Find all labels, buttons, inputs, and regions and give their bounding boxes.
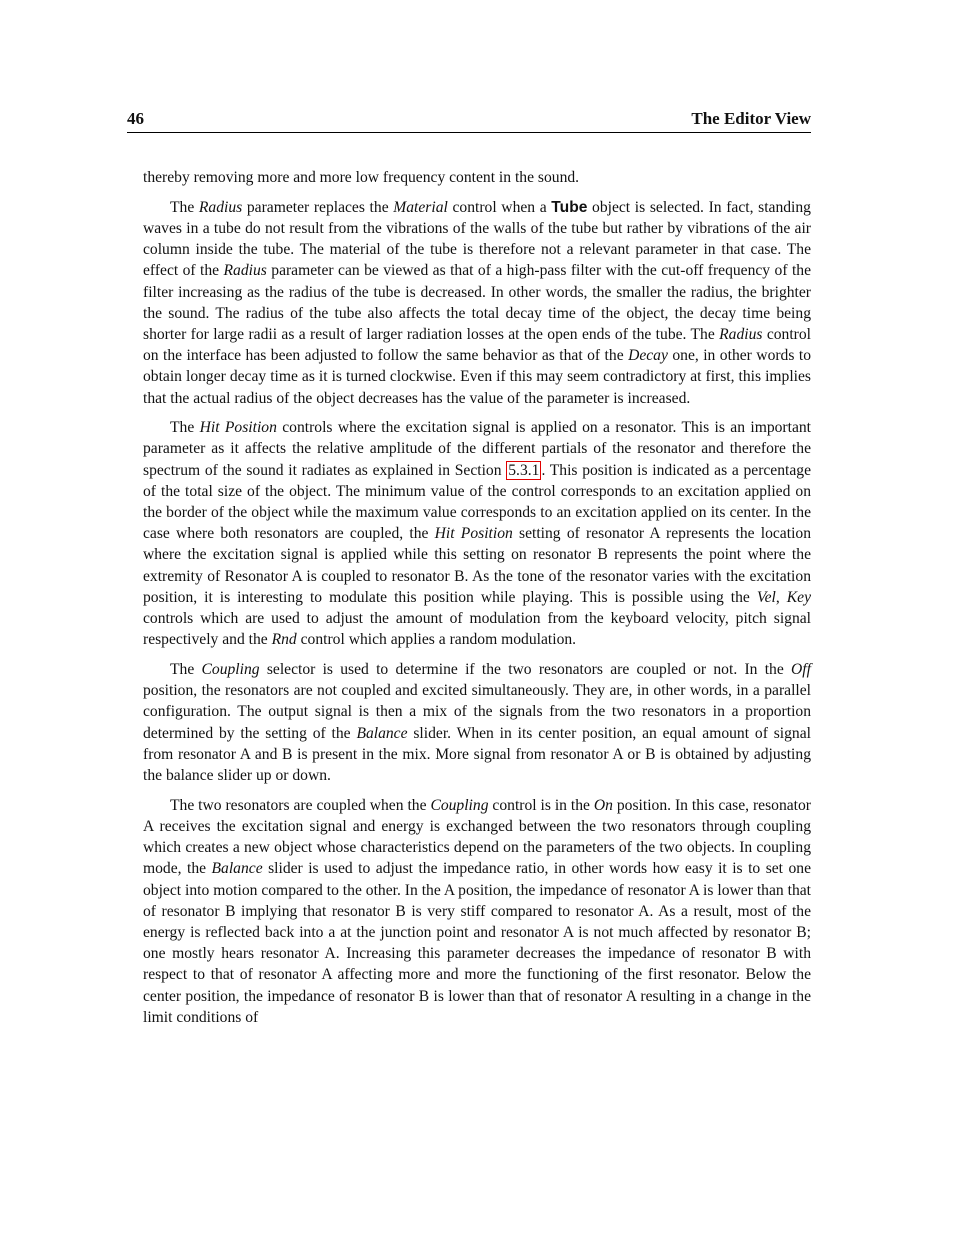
text-run: one, in other words to obtain longer decay time as it is turned clockwise. Even if this may seem contradictory at first, this implies that the actual radius of the object decreases has the value of the parameter is increased. <box>143 347 812 407</box>
text-run: slider. When in its center position, an equal amount of signal from resonator A and B is present in the mix. More signal from resonator A or B is obtained by adjusting the balance slider up or down. <box>143 724 811 784</box>
section-reference-link[interactable]: 5.3.1 <box>508 461 540 479</box>
emphasis: Coupling <box>430 796 489 814</box>
page-number: 46 <box>127 109 144 128</box>
emphasis: Rnd <box>271 631 297 649</box>
text-run: The two resonators are coupled when the <box>170 796 431 814</box>
paragraph-coupling-on <box>143 795 811 1028</box>
text-run: parameter can be viewed as that of a high-pass filter with the cut-off frequency of the filter increasing as the radius of the tube is decreased. In other words, the smaller the radius, the brighter the sound. The radius of the tube also affects the total decay time of the object, the decay time being shorter for large radii as a result of larger radiation losses at the open ends of the tube. The <box>143 262 811 343</box>
paragraph-text: thereby removing more and more low frequency content in the sound. <box>143 169 580 186</box>
text-run: control on the interface has been adjusted to follow the same behavior as that of the <box>143 325 811 365</box>
text-run: control which applies a random modulation. <box>296 631 577 649</box>
text-run: The <box>170 198 199 216</box>
emphasis: Decay <box>628 347 668 365</box>
text-run: selector is used to determine if the two resonators are coupled or not. In the <box>259 660 792 678</box>
emphasis: Radius <box>198 198 243 216</box>
section-title: The Editor View <box>691 109 811 128</box>
text-run: controls which are used to adjust the amount of modulation from the keyboard velocity, pitch signal respectively and the <box>143 610 811 649</box>
text-run: , <box>775 588 787 606</box>
paragraph-radius <box>143 197 811 409</box>
emphasis: Key <box>786 588 812 606</box>
emphasis: Balance <box>211 860 263 878</box>
text-run: setting of resonator A represents the location where the excitation signal is applied while this setting on resonator B represents the point where the extremity of Resonator A is coupled to resonator B. As the tone of the resonator varies with the excitation position, it is interesting to modulate this position while playing. This is possible using the <box>143 525 811 606</box>
body-text <box>143 167 811 1036</box>
text-run: control when a <box>447 198 552 216</box>
emphasis: Balance <box>356 724 408 742</box>
paragraph-continuation <box>143 167 811 188</box>
text-run: control is in the <box>488 796 594 814</box>
text-run: controls where the excitation signal is applied on a resonator. This is an important parameter as it affects the relative amplitude of the different partials of the resonator and therefore the spectrum of the sound it radiates as explained in Section <box>143 419 811 479</box>
emphasis: Radius <box>223 262 267 280</box>
text-run: slider is used to adjust the impedance ratio, in other words how easy it is to set one object into motion compared to the other. In the A position, the impedance of resonator A is lower than that of resonator B implying that resonator B is very stiff compared to resonator A. As a result, most of the energy is reflected back into a at the junction point and resonator A is not much affected by resonator B; one mostly hears resonator A. Increasing this parameter decreases the impedance of resonator B with respect to that of resonator A affecting more and more the functioning of the first resonator. Below the center position, the impedance of resonator B is lower than that of resonator A resulting in a change in the limit conditions of <box>143 860 811 1026</box>
emphasis: Off <box>791 660 811 678</box>
page-header <box>127 108 811 133</box>
text-run: The <box>170 660 202 678</box>
text-run: position. In this case, resonator A receives the excitation signal and energy is exchanged between the two resonators through coupling which creates a new object whose characteristics depend on the parameters of the two objects. In coupling mode, the <box>143 796 812 878</box>
text-run: position, the resonators are not coupled and excited simultaneously. They are, in other words, in a parallel configuration. The output signal is then a mix of the signals from the two resonators in a proportion determined by the setting of the <box>143 682 811 742</box>
text-run: object is selected. In fact, standing waves in a tube do not result from the vibrations of the walls of the tube but rather by vibrations of the air column inside the tube. The material of the tube is therefore not a relevant parameter in that case. The effect of the <box>143 198 811 280</box>
emphasis: Hit Position <box>199 419 277 437</box>
emphasis: Hit Position <box>434 525 513 543</box>
emphasis: Coupling <box>201 660 260 678</box>
paragraph-hit-position <box>143 417 811 650</box>
object-name: Tube <box>551 198 588 216</box>
paragraph-coupling-off <box>143 659 811 786</box>
emphasis: On <box>593 796 613 814</box>
emphasis: Radius <box>719 325 763 343</box>
text-run: . This position is indicated as a percentage of the total size of the object. The minimum value of the control corresponds to an excitation applied on the border of the object while the maximum value corresponds to an excitation applied on its center. In the case where both resonators are coupled, the <box>143 461 811 543</box>
emphasis: Vel <box>756 588 776 606</box>
emphasis: Material <box>393 198 448 216</box>
text-run: parameter replaces the <box>242 198 394 216</box>
text-run: The <box>170 419 200 437</box>
